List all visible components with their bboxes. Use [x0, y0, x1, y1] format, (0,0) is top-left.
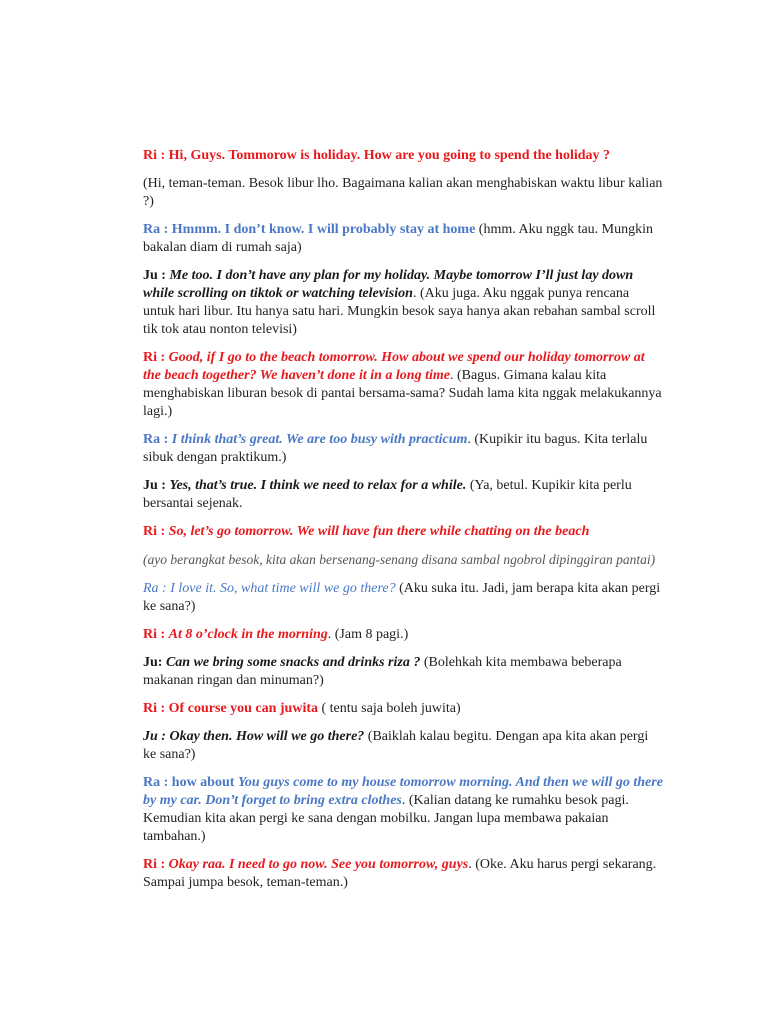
dialogue-line-ri-6 — [143, 856, 663, 892]
translation-text: (hmm. Aku nggk tau. Mungkin bakalan diam di rumah saja) — [143, 222, 654, 255]
translation-text: (Hi, teman-teman. Besok libur lho. Bagaimana kalian akan menghabiskan waktu libur kalian ?) — [143, 176, 663, 209]
dialogue-line-ri-4 — [143, 626, 663, 644]
dialogue-line-ri-1 — [143, 147, 663, 165]
translation-line — [143, 175, 663, 211]
english-text: Of course you can juwita — [168, 701, 318, 716]
translation-text: . (Oke. Aku harus pergi sekarang. Sampai jumpa besok, teman-teman.) — [143, 857, 657, 890]
translation-text: . (Kupikir itu bagus. Kita terlalu sibuk dengan praktikum.) — [143, 432, 648, 465]
translation-text: . (Aku juga. Aku nggak punya rencana untuk hari libur. Itu hanya satu hari. Mungkin besok saya hanya akan rebahan sambal scroll tik tok atau nonton televisi) — [143, 286, 656, 337]
translation-text: . (Jam 8 pagi.) — [327, 627, 409, 642]
dialogue-line-ju-4 — [143, 728, 663, 764]
speaker-label: Ri : — [143, 857, 169, 872]
speaker-label: Ra : — [143, 581, 171, 596]
translation-text: ( tentu saja boleh juwita) — [318, 701, 461, 716]
translation-text: (Ya, betul. Kupikir kita perlu bersantai sejenak. — [143, 478, 632, 511]
speaker-label: Ju : — [143, 478, 170, 493]
speaker-label: Ri : — [143, 627, 169, 642]
speaker-label: Ri : — [143, 350, 169, 365]
english-text: So, let’s go tomorrow. We will have fun there while chatting on the beach — [168, 524, 590, 539]
dialogue-line-ra-2 — [143, 431, 663, 467]
english-text: I think that’s great. We are too busy with practicum — [171, 432, 468, 447]
english-text: Yes, that’s true. I think we need to relax for a while. — [169, 478, 467, 493]
translation-text: (ayo berangkat besok, kita akan bersenang-senang disana sambal ngobrol dipinggiran pantai) — [143, 552, 656, 567]
dialogue-line-ra-4 — [143, 774, 663, 846]
english-text: Good, if I go to the beach tomorrow. How about we spend our holiday tomorrow at the beach together? We haven’t done it in a long time — [143, 350, 645, 383]
english-lead-text: how about — [171, 775, 238, 790]
dialogue-line-ra-1 — [143, 221, 663, 257]
dialogue-line-ra-3 — [143, 580, 663, 616]
english-text: Hi, Guys. Tommorow is holiday. How are you going to spend the holiday ? — [168, 148, 611, 163]
english-text: I love it. So, what time will we go there? — [170, 581, 396, 596]
dialogue-line-ri-2 — [143, 349, 663, 421]
dialogue-document — [143, 147, 663, 902]
translation-line-italic — [143, 551, 663, 570]
speaker-label: Ra : — [143, 432, 172, 447]
translation-text: . (Kalian datang ke rumahku besok pagi. Kemudian kita akan pergi ke sana dengan mobilku. Jangan lupa membawa pakaian tambahan.) — [143, 793, 629, 844]
english-text: Okay then. How will we go there? — [169, 729, 365, 744]
english-text: You guys come to my house tomorrow morning. And then we will go there by my car. Don’t forget to bring extra clothes — [143, 775, 663, 808]
speaker-label: Ri : — [143, 148, 169, 163]
dialogue-line-ju-3 — [143, 654, 663, 690]
translation-text: . (Bagus. Gimana kalau kita menghabiskan liburan besok di pantai bersama-sama? Sudah lama kita nggak melakukannya lagi.) — [143, 368, 662, 419]
english-text: Hmmm. I don’t know. I will probably stay at home — [171, 222, 476, 237]
english-text: Me too. I don’t have any plan for my holiday. Maybe tomorrow I’ll just lay down while scrolling on tiktok or watching television — [143, 268, 634, 301]
dialogue-line-ju-1 — [143, 267, 663, 339]
speaker-label: Ju : — [143, 729, 170, 744]
translation-text: (Baiklah kalau begitu. Dengan apa kita akan pergi ke sana?) — [143, 729, 649, 762]
translation-text: (Bolehkah kita membawa beberapa makanan ringan dan minuman?) — [143, 655, 622, 688]
speaker-label: Ra : — [143, 775, 172, 790]
dialogue-line-ju-2 — [143, 477, 663, 513]
speaker-label: Ri : — [143, 524, 169, 539]
dialogue-line-ri-3 — [143, 523, 663, 541]
translation-text: (Aku suka itu. Jadi, jam berapa kita akan pergi ke sana?) — [143, 581, 661, 614]
speaker-label: Ju : — [143, 268, 170, 283]
dialogue-line-ri-5 — [143, 700, 663, 718]
speaker-label: Ju: — [143, 655, 166, 670]
english-text: Can we bring some snacks and drinks riza ? — [165, 655, 421, 670]
english-text: Okay raa. I need to go now. See you tomorrow, guys — [168, 857, 469, 872]
speaker-label: Ri : — [143, 701, 169, 716]
speaker-label: Ra : — [143, 222, 172, 237]
english-text: At 8 o’clock in the morning — [168, 627, 328, 642]
